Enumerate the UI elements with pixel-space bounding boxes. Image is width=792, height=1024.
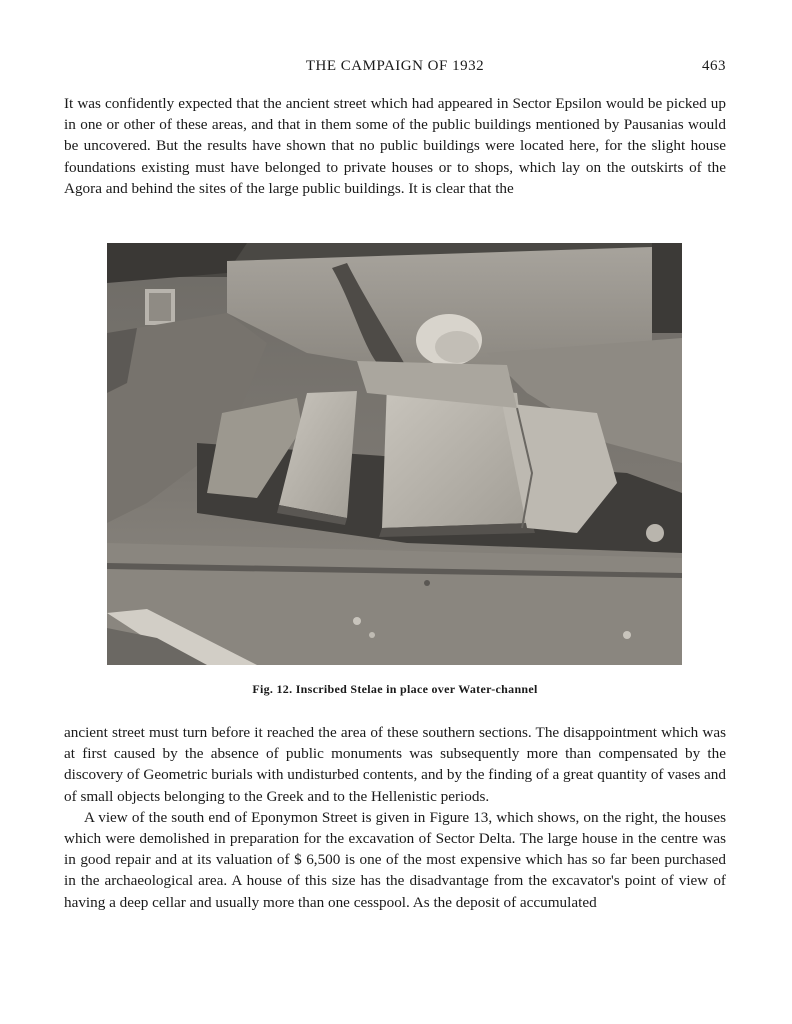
running-title: THE CAMPAIGN OF 1932 (305, 58, 485, 74)
paragraph: A view of the south end of Eponymon Street is given in Figure 13, which shows, on the right, the houses which were demolished in preparation for the excavation of Sector Delta. The large house in the centre was in good repair and at its valuation of $ 6,500 is one of the most expensive which has so far been purchased in the archaeological area. A house of this size has the disadvantage from the excavator's point of view of having a deep cellar and usually more than one cesspool. As the deposit of accumulated (64, 808, 726, 911)
paragraph: ancient street must turn before it reached the area of these southern sections. The disappointment which was at first caused by the absence of public monuments was subsequently more than compensated by the discovery of Geometric burials with undisturbed contents, and by the finding of a great quantity of vases and of small objects belonging to the Greek and to the Hellenistic periods. (64, 724, 726, 805)
page-number: 463 (702, 58, 726, 74)
photograph-rendering (107, 243, 682, 665)
figure-caption: Fig. 12. Inscribed Stelae in place over Water-channel (252, 682, 538, 696)
excavation-photograph (107, 243, 682, 665)
running-header (64, 58, 726, 80)
body-text-bottom (64, 722, 726, 913)
body-text-top (64, 93, 726, 199)
paragraph: It was confidently expected that the ancient street which had appeared in Sector Epsilon would be picked up in one or other of these areas, and that in them some of the public buildings mentioned by Pausanias would be uncovered. But the results have shown that no public buildings were located here, for the slight house foundations existing must have belonged to private houses or to shops, which lay on the outskirts of the Agora and behind the sites of the large public buildings. It is clear that the (64, 95, 726, 197)
